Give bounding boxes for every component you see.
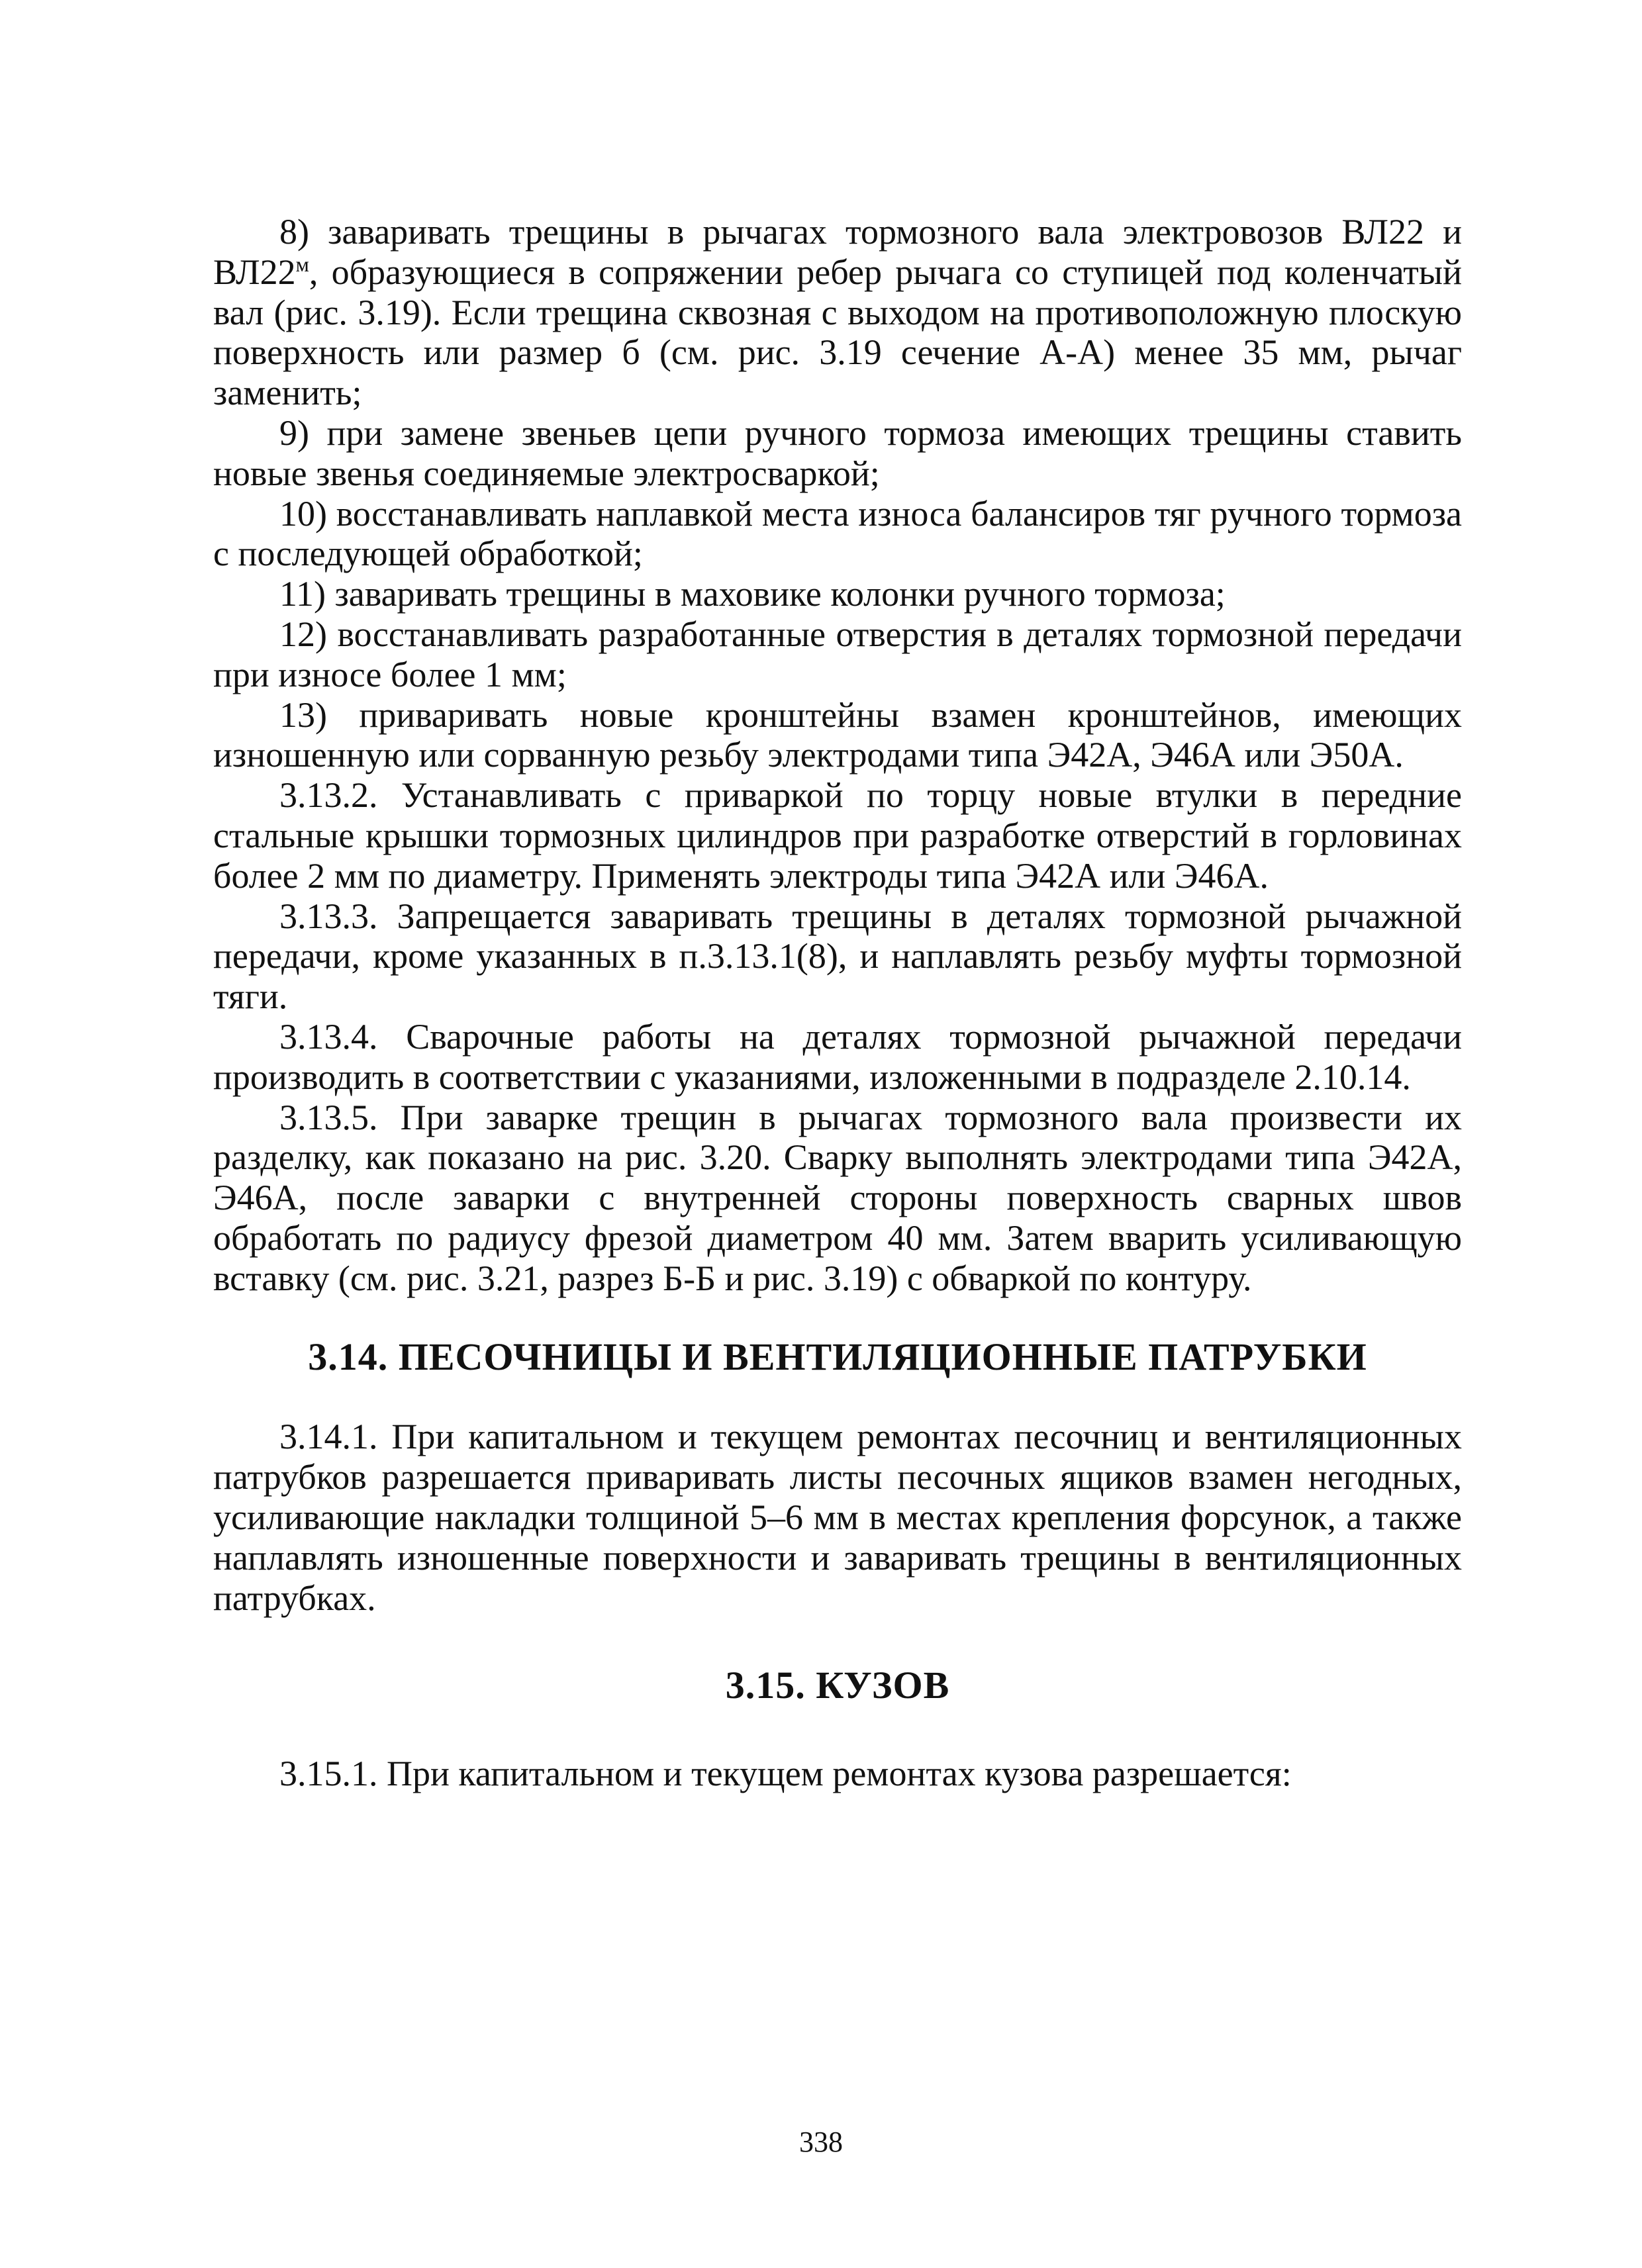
- paragraph-item-8: [213, 212, 1462, 413]
- paragraph-text-continued: , образующиеся в сопряжении ребер рычага со ступицей под коленчатый вал (рис. 3.19). Если трещина сквозная с выходом на противоположную плоскую поверхность или размер б (см. рис. 3.19 сечение А-А) менее 35 мм, рычаг заменить;: [213, 252, 1462, 413]
- paragraph-item-13: 13) приваривать новые кронштейны взамен кронштейнов, имеющих изношенную или сорванную резьбу электродами типа Э42А, Э46А или Э50А.: [213, 694, 1462, 775]
- section-heading-3-15: 3.15. КУЗОВ: [725, 1664, 950, 1707]
- paragraph-item-9: 9) при замене звеньев цепи ручного тормоза имеющих трещины ставить новые звенья соединяемые электросваркой;: [213, 412, 1462, 493]
- page-number: 338: [799, 2126, 843, 2158]
- paragraph-item-11: 11) заваривать трещины в маховике колонки ручного тормоза;: [279, 574, 1226, 614]
- section-heading-3-14: 3.14. ПЕСОЧНИЦЫ И ВЕНТИЛЯЦИОННЫЕ ПАТРУБКИ: [308, 1335, 1367, 1378]
- paragraph-text: 8) заваривать трещины в рычагах тормозного вала электровозов ВЛ22 и ВЛ22: [213, 212, 1462, 292]
- paragraph-3-13-2: 3.13.2. Устанавливать с приваркой по торцу новые втулки в передние стальные крышки тормозных цилиндров при разработке отверстий в горловинах более 2 мм по диаметру. Применять электроды типа Э42А или Э46А.: [213, 775, 1462, 896]
- paragraph-3-15-1: 3.15.1. При капитальном и текущем ремонтах кузова разрешается:: [279, 1754, 1292, 1794]
- paragraph-item-12: 12) восстанавливать разработанные отверстия в деталях тормозной передачи при износе более 1 мм;: [213, 614, 1462, 694]
- paragraph-3-14-1: 3.14.1. При капитальном и текущем ремонтах песочниц и вентиляционных патрубков разрешается приваривать листы песочных ящиков взамен негодных, усиливающие накладки толщиной 5–6 мм в местах крепления форсунок, а также наплавлять изношенные поверхности и заваривать трещины в вентиляционных патрубках.: [213, 1417, 1462, 1618]
- paragraph-item-10: 10) восстанавливать наплавкой места износа балансиров тяг ручного тормоза с последующей обработкой;: [213, 493, 1462, 574]
- superscript: м: [295, 252, 309, 276]
- paragraph-3-13-3: 3.13.3. Запрещается заваривать трещины в деталях тормозной рычажной передачи, кроме указанных в п.3.13.1(8), и наплавлять резьбу муфты тормозной тяги.: [213, 896, 1462, 1017]
- paragraph-3-13-5: 3.13.5. При заварке трещин в рычагах тормозного вала произвести их разделку, как показано на рис. 3.20. Сварку выполнять электродами типа Э42А, Э46А, после заварки с внутренней стороны поверхность сварных швов обработать по радиусу фрезой диаметром 40 мм. Затем вварить усиливающую вставку (см. рис. 3.21, разрез Б-Б и рис. 3.19) с обваркой по контуру.: [213, 1097, 1462, 1298]
- paragraph-3-13-4: 3.13.4. Сварочные работы на деталях тормозной рычажной передачи производить в соответствии с указаниями, изложенными в подразделе 2.10.14.: [213, 1016, 1462, 1097]
- document-page: [213, 212, 1462, 1794]
